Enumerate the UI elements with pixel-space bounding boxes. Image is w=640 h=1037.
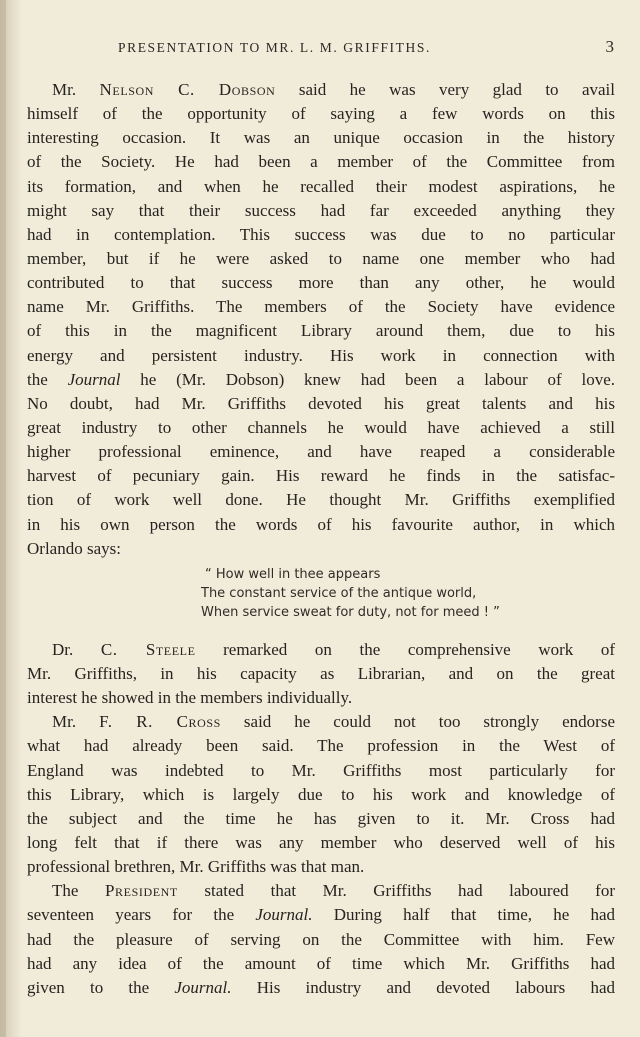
text-line: had any idea of the amount of time which Mr. Griffiths had <box>27 953 615 973</box>
text-line: energy and persistent industry. His work in connection with <box>27 345 615 365</box>
text-line: No doubt, had Mr. Griffiths devoted his great talents and his <box>27 393 615 413</box>
text-line: of the Society. He had been a member of the Committee from <box>27 152 615 172</box>
text-line: professional brethren, Mr. Griffiths was that man. <box>27 857 365 877</box>
text-line: interest he showed in the members individually. <box>27 688 353 708</box>
text-line: had the pleasure of serving on the Committee with him. Few <box>27 929 615 949</box>
text-line <box>27 903 615 927</box>
text-line: Mr. Griffiths, in his capacity as Librarian, and on the great <box>27 663 615 683</box>
text-run: stated that Mr. Griffiths had laboured for <box>204 881 615 901</box>
text-line: member, but if he were asked to name one member who had <box>27 248 615 268</box>
binding-shadow <box>0 0 6 1037</box>
text-line: harvest of pecuniary gain. His reward he finds in the satisfac- <box>27 466 615 486</box>
text-run: Mr. <box>52 712 77 732</box>
text-run: Mr. <box>52 80 77 99</box>
text-line: of this in the magnificent Library around them, due to his <box>27 321 615 341</box>
speaker-name: President <box>104 881 178 901</box>
journal-title: Journal. <box>255 905 313 925</box>
text-run: given to the <box>27 977 150 997</box>
text-line: might say that their success had far exceeded anything they <box>27 200 615 220</box>
text-line <box>27 879 615 903</box>
text-line: in his own person the words of his favourite author, in which <box>27 514 615 534</box>
text-line <box>27 78 615 102</box>
paragraph-steele <box>27 638 615 710</box>
text-run: Dr. <box>52 639 74 659</box>
text-run: The <box>52 881 79 901</box>
text-line <box>27 638 615 662</box>
body-text <box>27 78 615 1000</box>
text-line: the subject and the time he has given to it. Mr. Cross had <box>27 808 615 828</box>
text-line: interesting occasion. It was an unique occasion in the history <box>27 128 615 148</box>
book-page <box>24 0 616 1037</box>
text-line: England was indebted to Mr. Griffiths most particularly for <box>27 760 615 780</box>
text-line: had in contemplation. This success was due to no particular <box>27 224 615 244</box>
quote-line: “ How well in thee appears <box>205 566 381 582</box>
speaker-name: C. Steele <box>100 639 196 659</box>
text-line: this Library, which is largely due to his work and knowledge of <box>27 784 615 804</box>
text-run: said he could not too strongly endorse <box>243 712 615 732</box>
text-line: what had already been said. The profession in the West of <box>27 736 615 756</box>
page-number: 3 <box>605 37 614 56</box>
speaker-name: Nelson C. Dobson <box>99 80 276 99</box>
text-line <box>27 976 615 1000</box>
text-line: its formation, and when he recalled their modest aspirations, he <box>27 176 615 196</box>
text-run: the <box>27 369 48 389</box>
text-line: himself of the opportunity of saying a few words on this <box>27 104 615 124</box>
text-line <box>27 368 615 392</box>
paragraph-cross <box>27 710 615 879</box>
quote-line: The constant service of the antique world, <box>201 585 477 601</box>
text-run: seventeen years for the <box>27 905 235 925</box>
text-line: Orlando says: <box>27 538 121 558</box>
text-run: he (Mr. Dobson) knew had been a labour of love. <box>140 369 615 389</box>
text-run: remarked on the comprehensive work of <box>223 639 615 659</box>
text-line: long felt that if there was any member who deserved well of his <box>27 832 615 852</box>
text-line: contributed to that success more than any other, he would <box>27 273 615 293</box>
text-run: said he was very glad to avail <box>298 80 615 99</box>
text-line: higher professional eminence, and have reaped a considerable <box>27 442 615 462</box>
journal-title: Journal. <box>174 977 232 997</box>
paragraph-dobson <box>27 78 615 561</box>
paragraph-president <box>27 879 615 1000</box>
running-title: PRESENTATION TO MR. L. M. GRIFFITHS. <box>118 40 431 55</box>
text-line: name Mr. Griffiths. The members of the Society have evidence <box>27 297 615 317</box>
journal-title: Journal <box>67 369 121 389</box>
text-line <box>27 710 615 734</box>
quote-line: When service sweat for duty, not for meed ! ” <box>201 604 500 620</box>
text-run: His industry and devoted labours had <box>256 977 615 997</box>
running-head <box>24 37 616 60</box>
block-quote <box>27 561 615 638</box>
speaker-name: F. R. Cross <box>99 712 221 732</box>
text-line: great industry to other channels he would have achieved a still <box>27 417 615 437</box>
text-line: tion of work well done. He thought Mr. Griffiths exemplified <box>27 490 615 510</box>
text-run: During half that time, he had <box>333 905 615 925</box>
